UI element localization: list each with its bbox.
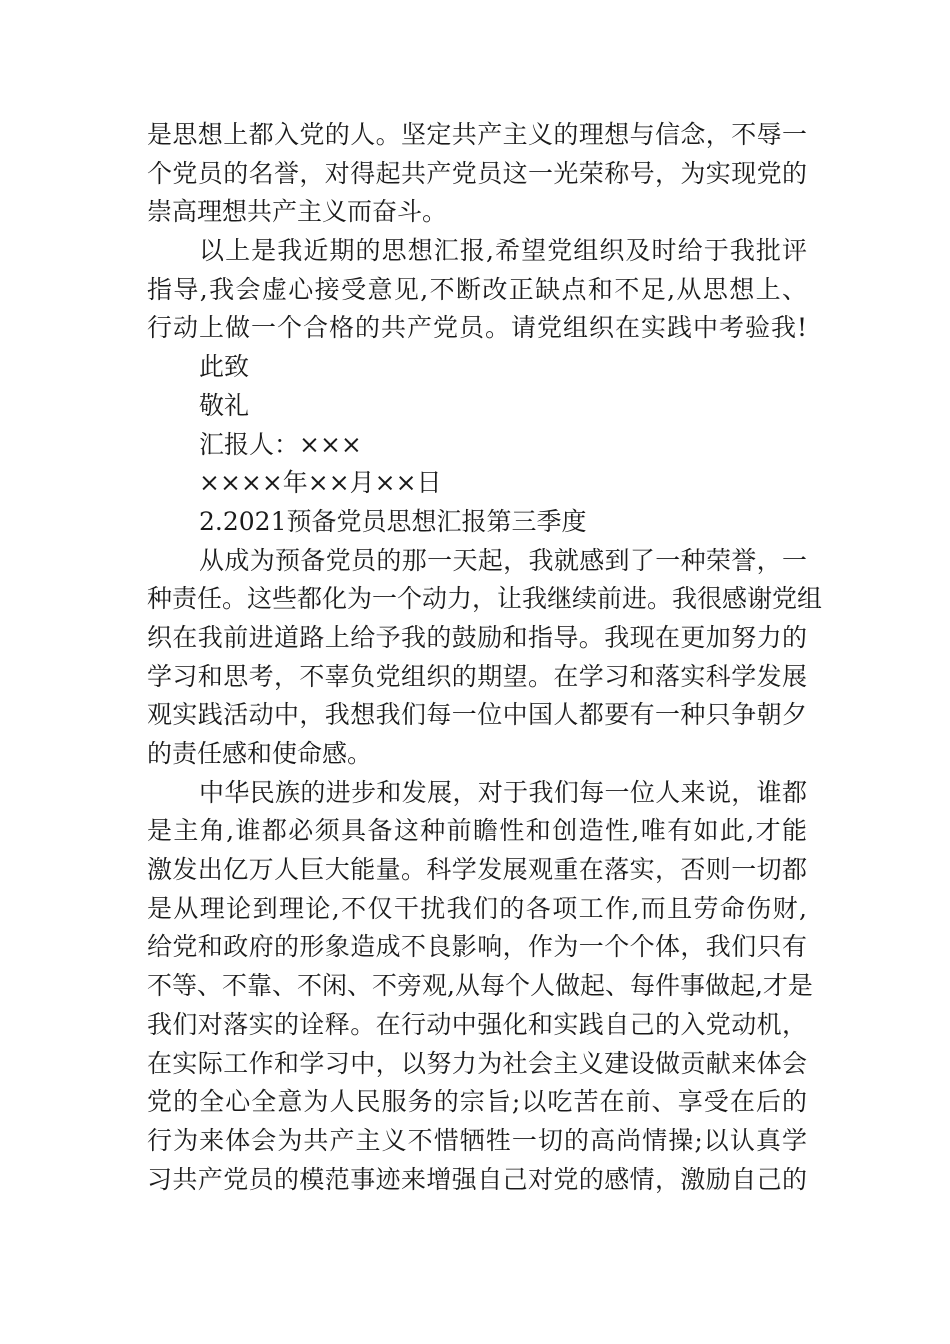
text-line: 在实际工作和学习中，以努力为社会主义建设做贡献来体会 bbox=[147, 1048, 807, 1078]
text-line: 的责任感和使命感。 bbox=[147, 739, 373, 768]
text-line: 以上是我近期的思想汇报,希望党组织及时给于我批评 bbox=[199, 236, 807, 266]
text-line: 观实践活动中，我想我们每一位中国人都要有一种只争朝夕 bbox=[147, 700, 807, 730]
text-line: 个党员的名誉，对得起共产党员这一光荣称号，为实现党的 bbox=[147, 158, 807, 188]
text-line: 2.2021预备党员思想汇报第三季度 bbox=[199, 506, 587, 536]
document-page bbox=[147, 116, 823, 1199]
text-line: 行为来体会为共产主义不惜牺牲一切的高尚情操;以认真学 bbox=[147, 1125, 807, 1155]
text-line: 激发出亿万人巨大能量。科学发展观重在落实，否则一切都 bbox=[147, 855, 807, 885]
text-line: 种责任。这些都化为一个动力，让我继续前进。我很感谢党组 bbox=[147, 584, 823, 614]
text-line: 给党和政府的形象造成不良影响，作为一个个体，我们只有 bbox=[147, 932, 807, 962]
text-line: 从成为预备党员的那一天起，我就感到了一种荣誉，一 bbox=[199, 545, 807, 575]
text-line: 崇高理想共产主义而奋斗。 bbox=[147, 197, 448, 227]
text-line: 学习和思考，不辜负党组织的期望。在学习和落实科学发展 bbox=[147, 661, 807, 691]
text-line: 我们对落实的诠释。在行动中强化和实践自己的入党动机， bbox=[147, 1009, 807, 1039]
text-line: 敬礼 bbox=[199, 390, 250, 420]
text-line: 习共产党员的模范事迹来增强自己对党的感情，激励自己的 bbox=[147, 1164, 807, 1194]
text-line: 指导,我会虚心接受意见,不断改正缺点和不足,从思想上、 bbox=[147, 274, 807, 304]
text-line: 此致 bbox=[199, 352, 250, 382]
text-line: 是主角,谁都必须具备这种前瞻性和创造性,唯有如此,才能 bbox=[147, 816, 807, 846]
text-line: 中华民族的进步和发展，对于我们每一位人来说，谁都 bbox=[199, 777, 807, 807]
text-line: 汇报人：××× bbox=[199, 429, 362, 459]
text-line: 不等、不靠、不闲、不旁观,从每个人做起、每件事做起,才是 bbox=[147, 971, 813, 1001]
text-line: 党的全心全意为人民服务的宗旨;以吃苦在前、享受在后的 bbox=[147, 1087, 807, 1117]
text-line: 是从理论到理论,不仅干扰我们的各项工作,而且劳命伤财, bbox=[147, 893, 807, 923]
text-line: 织在我前进道路上给予我的鼓励和指导。我现在更加努力的 bbox=[147, 622, 807, 652]
text-line: 行动上做一个合格的共产党员。请党组织在实践中考验我! bbox=[147, 313, 807, 343]
text-line: ××××年××月××日 bbox=[199, 468, 442, 498]
text-line: 是思想上都入党的人。坚定共产主义的理想与信念，不辱一 bbox=[147, 120, 807, 149]
